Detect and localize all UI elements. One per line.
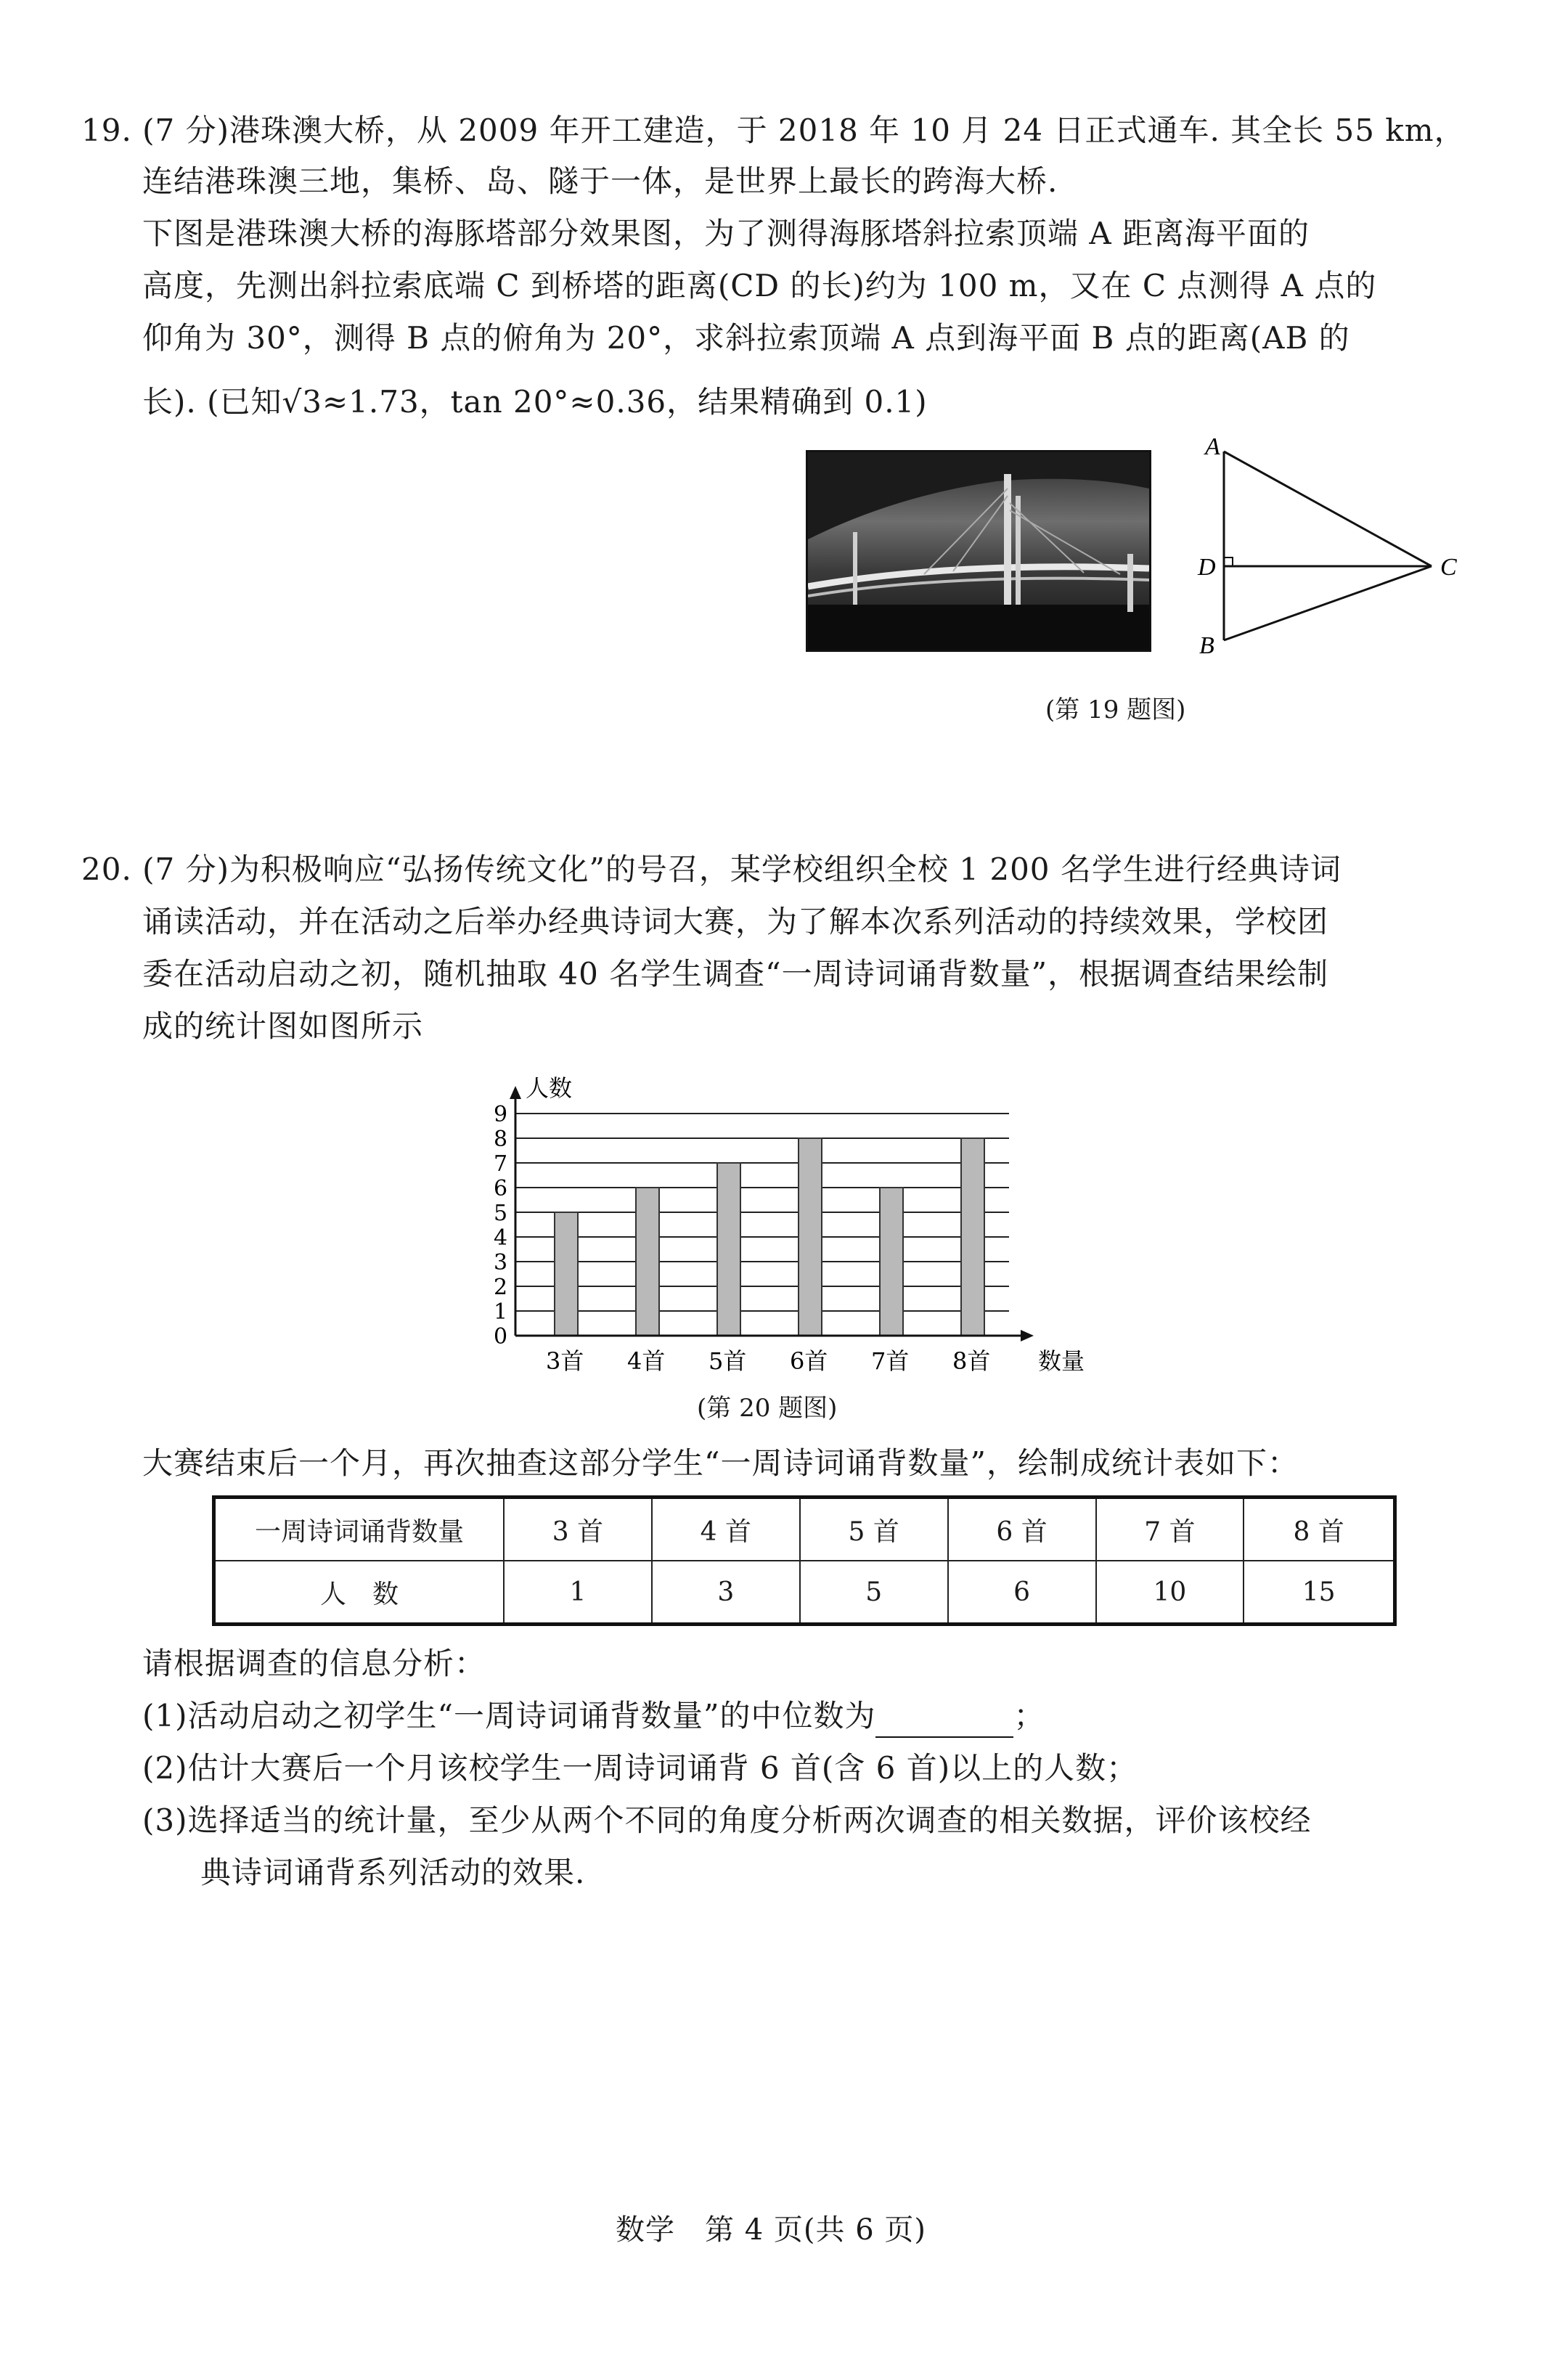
table-row-label: 人 数: [214, 1561, 505, 1625]
x-tick-label: 7首: [871, 1347, 910, 1375]
chart-x-ticks: [546, 1347, 990, 1375]
table-col-8: 8 首: [1244, 1498, 1395, 1561]
bar: [880, 1188, 903, 1336]
table-value-6: 6: [948, 1561, 1096, 1625]
x-tick-label: 3首: [546, 1347, 584, 1375]
q20-line-1: 20. (7 分)为积极响应“弘扬传统文化”的号召，某学校组织全校 1 200 名学生进行经典诗词: [81, 851, 1342, 887]
bridge-illustration: [808, 452, 1149, 650]
table-col-4: 4 首: [652, 1498, 800, 1561]
y-tick-label: 7: [494, 1151, 508, 1177]
sub-question-1: [142, 1694, 1045, 1738]
table-value-4: 3: [652, 1561, 800, 1625]
right-angle-mark: [1224, 557, 1233, 566]
q20-caption: (第 20 题图): [697, 1394, 838, 1423]
x-tick-label: 4首: [627, 1347, 666, 1375]
q19-line-2: 连结港珠澳三地，集桥、岛、隧于一体，是世界上最长的跨海大桥.: [142, 163, 1058, 199]
bar-chart: [465, 1045, 1103, 1379]
y-tick-label: 4: [494, 1225, 508, 1251]
table-col-3: 3 首: [504, 1498, 652, 1561]
bar: [799, 1138, 822, 1336]
chart-grid: [515, 1114, 1009, 1311]
y-tick-label: 9: [494, 1102, 508, 1127]
table-row-values: [214, 1561, 1395, 1625]
analysis-intro: 请根据调查的信息分析：: [142, 1646, 486, 1681]
y-tick-label: 3: [494, 1250, 508, 1275]
y-tick-label: 8: [494, 1127, 508, 1152]
table-value-8: 15: [1244, 1561, 1395, 1625]
sub-question-1-end: ；: [1013, 1698, 1045, 1733]
sub-question-2: (2)估计大赛后一个月该校学生一周诗词诵背 6 首(含 6 首)以上的人数；: [142, 1750, 1138, 1786]
sub-question-3a: (3)选择适当的统计量，至少从两个不同的角度分析两次调查的相关数据，评价该校经: [142, 1802, 1312, 1838]
q20-line-4: 成的统计图如图所示: [142, 1008, 424, 1044]
x-axis-label: 数量: [1038, 1347, 1085, 1375]
table-col-5: 5 首: [800, 1498, 948, 1561]
table-value-5: 5: [800, 1561, 948, 1625]
x-axis-arrow: [1021, 1330, 1034, 1341]
label-d: D: [1198, 554, 1216, 581]
y-axis-label: 人数: [526, 1074, 573, 1102]
segment-bc: [1224, 566, 1432, 640]
q20-line-3: 委在活动启动之初，随机抽取 40 名学生调查“一周诗词诵背数量”，根据调查结果绘制: [142, 956, 1329, 992]
label-a: A: [1205, 436, 1220, 460]
table-col-6: 6 首: [948, 1498, 1096, 1561]
table-value-3: 1: [504, 1561, 652, 1625]
x-tick-label: 8首: [952, 1347, 991, 1375]
q19-line-6: 长). (已知√3≈1.73，tan 20°≈0.36，结果精确到 0.1): [142, 384, 928, 420]
y-tick-label: 5: [494, 1201, 508, 1226]
bar: [717, 1163, 740, 1336]
table-value-7: 10: [1096, 1561, 1244, 1625]
x-tick-label: 6首: [790, 1347, 828, 1375]
sub-question-3b: 典诗词诵背系列活动的效果.: [200, 1855, 586, 1890]
x-tick-label: 5首: [709, 1347, 747, 1375]
y-tick-label: 1: [494, 1299, 508, 1325]
q20-line-2: 诵读活动，并在活动之后举办经典诗词大赛，为了解本次系列活动的持续效果，学校团: [142, 904, 1329, 939]
bar: [555, 1212, 578, 1336]
page-footer: 数学 第 4 页(共 6 页): [616, 2213, 926, 2247]
y-axis-arrow: [510, 1086, 521, 1099]
label-b: B: [1199, 632, 1214, 659]
q19-caption: (第 19 题图): [1045, 695, 1186, 724]
q20-after-chart: 大赛结束后一个月，再次抽查这部分学生“一周诗词诵背数量”，绘制成统计表如下：: [142, 1445, 1299, 1481]
stats-table: [212, 1495, 1397, 1626]
bridge-photo: [806, 450, 1151, 652]
chart-y-ticks: [494, 1102, 507, 1349]
q19-line-4: 高度，先测出斜拉索底端 C 到桥塔的距离(CD 的长)约为 100 m，又在 C 点测得 A 点的: [142, 268, 1377, 303]
bar: [961, 1138, 984, 1336]
sub-question-1-text: (1)活动启动之初学生“一周诗词诵背数量”的中位数为: [142, 1698, 876, 1733]
q19-line-1: 19. (7 分)港珠澳大桥，从 2009 年开工建造，于 2018 年 10 月 24 日正式通车. 其全长 55 km，: [81, 113, 1466, 148]
y-tick-label: 0: [494, 1324, 508, 1349]
bar: [636, 1188, 659, 1336]
y-tick-label: 2: [494, 1275, 508, 1300]
segment-ac: [1224, 452, 1432, 566]
table-row-header: [214, 1498, 1395, 1561]
label-c: C: [1440, 554, 1457, 581]
triangle-diagram: [1191, 436, 1466, 668]
y-tick-label: 6: [494, 1176, 508, 1201]
q19-line-5: 仰角为 30°，测得 B 点的俯角为 20°，求斜拉索顶端 A 点到海平面 B 点的距离(AB 的: [142, 320, 1350, 356]
table-header-label: 一周诗词诵背数量: [214, 1498, 505, 1561]
table-col-7: 7 首: [1096, 1498, 1244, 1561]
q19-line-3: 下图是港珠澳大桥的海豚塔部分效果图，为了测得海豚塔斜拉索顶端 A 距离海平面的: [142, 216, 1310, 251]
answer-blank: [875, 1707, 1013, 1738]
